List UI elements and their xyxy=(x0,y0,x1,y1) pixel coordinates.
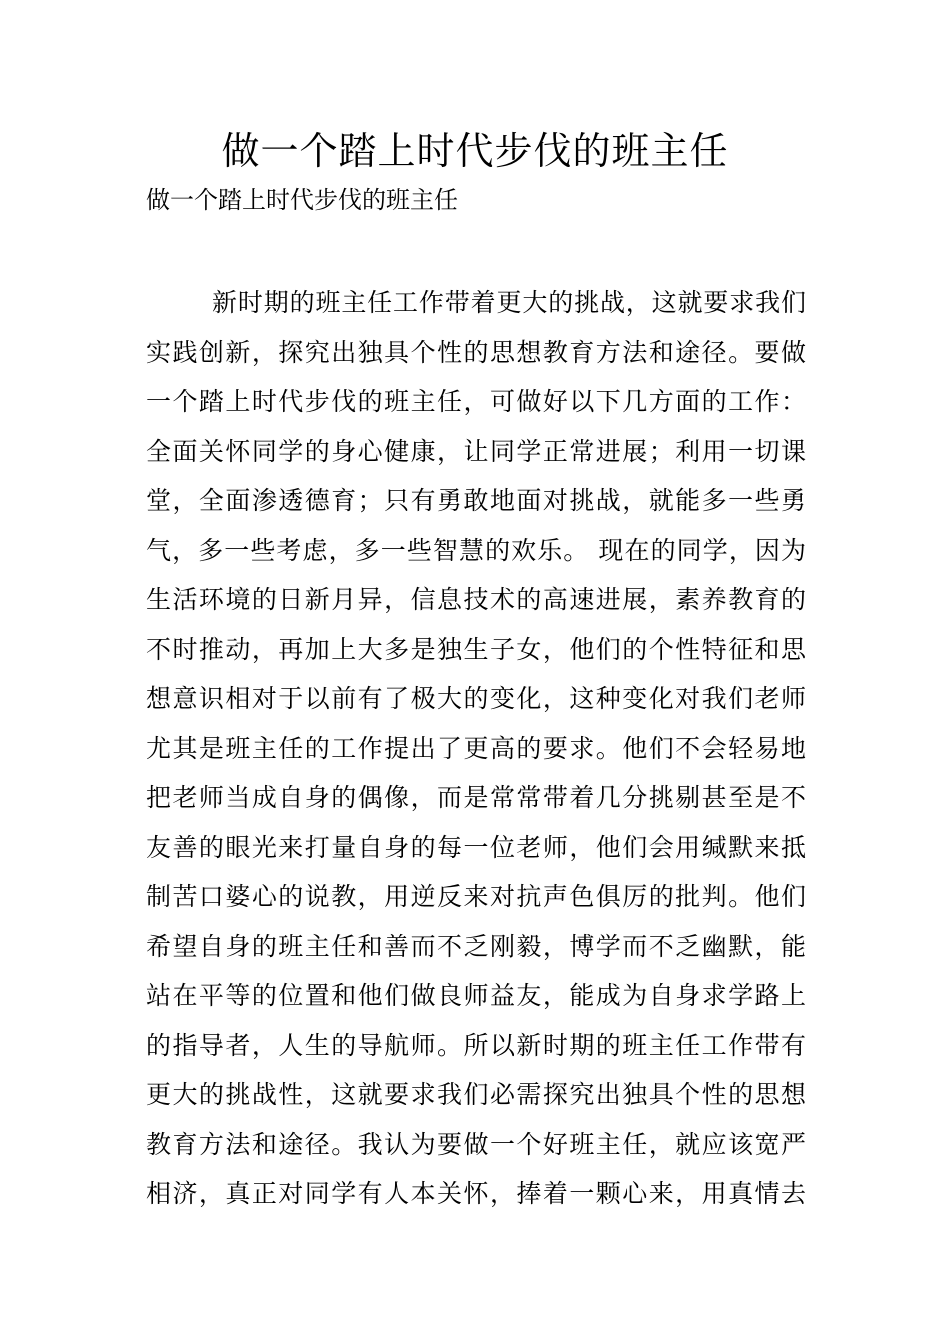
document-subtitle: 做一个踏上时代步伐的班主任 xyxy=(146,186,458,214)
body-line: 把老师当成自身的偶像，而是常常带着几分挑剔甚至是不 xyxy=(146,783,806,812)
body-line: 尤其是班主任的工作提出了更高的要求。他们不会轻易地 xyxy=(146,733,806,763)
body-line: 站在平等的位置和他们做良师益友，能成为自身求学路上 xyxy=(146,981,806,1010)
body-line: 教育方法和途径。我认为要做一个好班主任，就应该宽严 xyxy=(146,1129,806,1159)
body-line: 友善的眼光来打量自身的每一位老师，他们会用缄默来抵 xyxy=(146,832,806,862)
body-line: 实践创新，探究出独具个性的思想教育方法和途径。要做 xyxy=(146,337,806,367)
body-line: 全面关怀同学的身心健康，让同学正常进展；利用一切课 xyxy=(146,436,806,466)
body-line: 相济，真正对同学有人本关怀，捧着一颗心来，用真情去 xyxy=(146,1179,806,1208)
body-line: 的指导者，人生的导航师。所以新时期的班主任工作带有 xyxy=(146,1030,806,1060)
body-line: 生活环境的日新月异，信息技术的高速进展，素养教育的 xyxy=(146,585,806,614)
body-line: 更大的挑战性，这就要求我们必需探究出独具个性的思想 xyxy=(146,1080,806,1109)
body-line: 一个踏上时代步伐的班主任，可做好以下几方面的工作： xyxy=(146,387,806,416)
body-line: 想意识相对于以前有了极大的变化，这种变化对我们老师 xyxy=(146,684,806,713)
body-line: 新时期的班主任工作带着更大的挑战，这就要求我们 xyxy=(212,288,806,317)
body-line: 气，多一些考虑，多一些智慧的欢乐。 现在的同学，因为 xyxy=(146,535,806,565)
body-line: 堂，全面渗透德育；只有勇敢地面对挑战，就能多一些勇 xyxy=(146,486,806,515)
body-line: 制苦口婆心的说教，用逆反来对抗声色俱厉的批判。他们 xyxy=(146,882,806,911)
body-line: 不时推动，再加上大多是独生子女，他们的个性特征和思 xyxy=(146,634,806,664)
document-body xyxy=(146,278,806,1219)
body-line: 希望自身的班主任和善而不乏刚毅，博学而不乏幽默，能 xyxy=(146,931,806,961)
document-title: 做一个踏上时代步伐的班主任 xyxy=(221,129,729,173)
